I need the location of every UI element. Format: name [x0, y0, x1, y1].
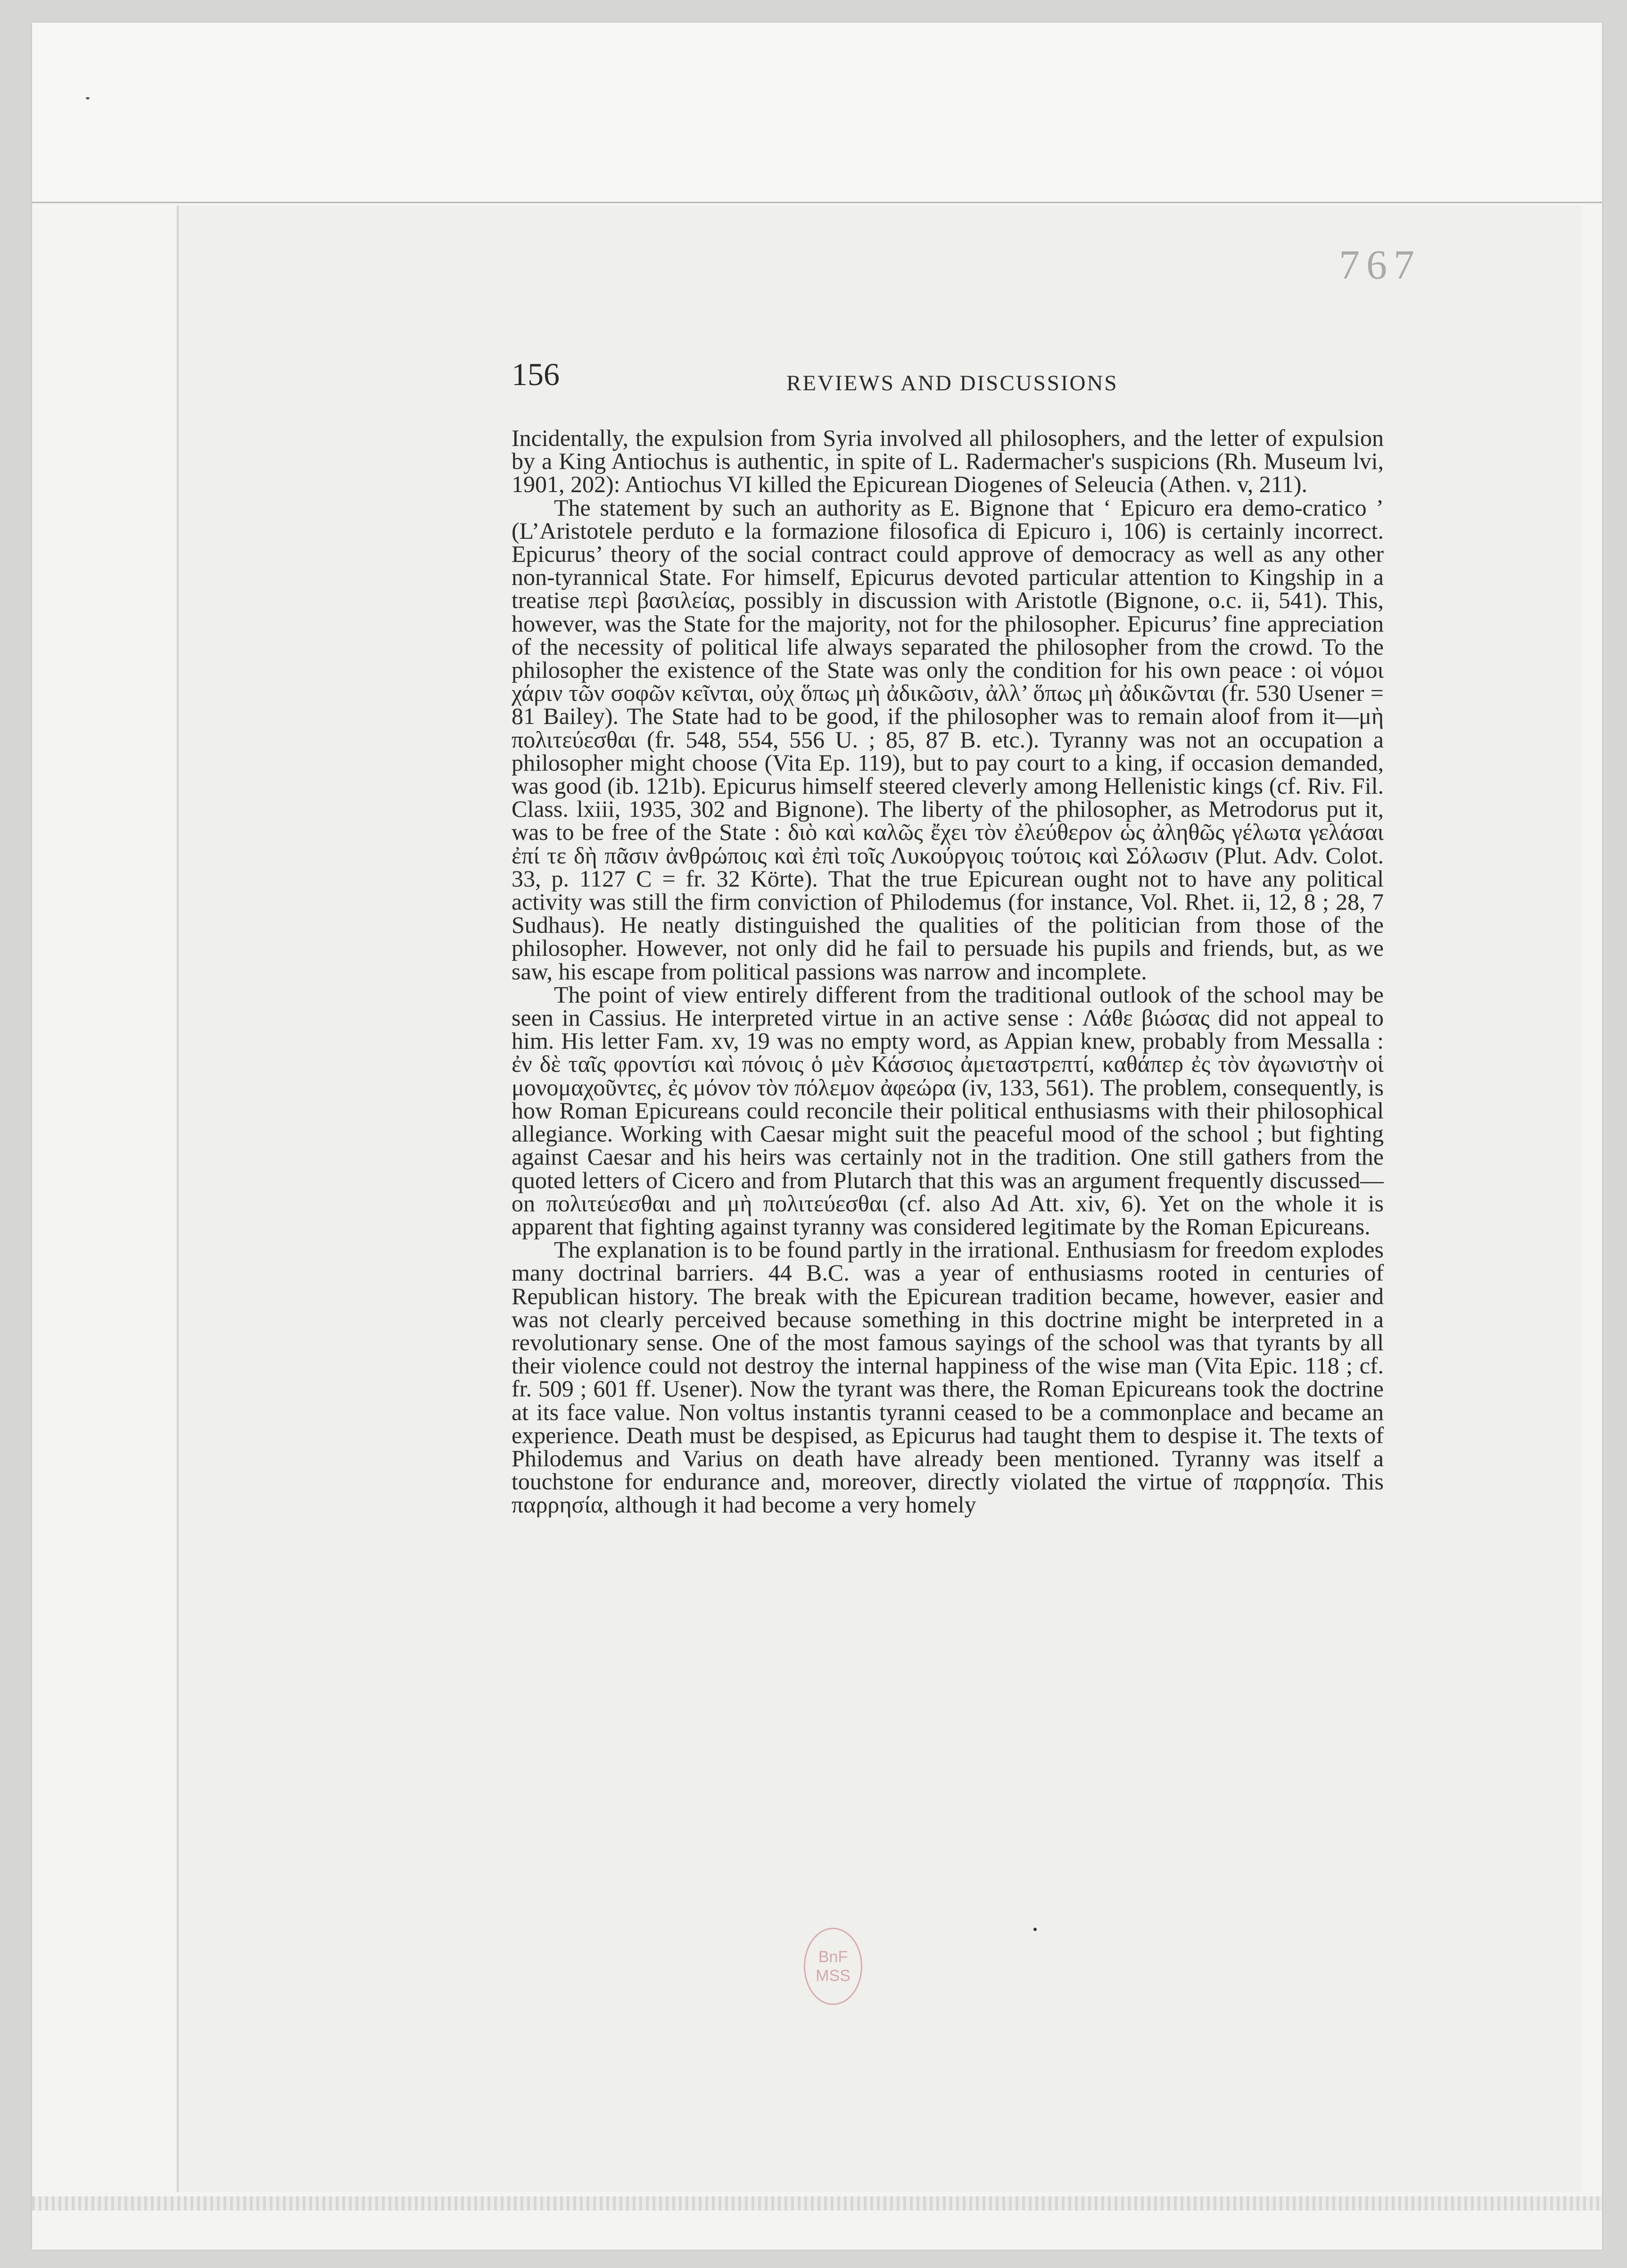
paragraph: Incidentally, the expulsion from Syria involved all philosophers, and the letter of expulsion by a King Antiochus is authentic, in spite of L. Radermacher's suspicions (Rh. Museum lvi, 1901, 202): Antiochus VI killed the Epicurean Diogenes of Seleucia (Athen. v, 211).: [512, 425, 1384, 498]
ink-dot: [1033, 1928, 1037, 1931]
paragraph: The point of view entirely different from the traditional outlook of the school may be seen in Cassius. He interpreted virtue in an active sense : Λάθε βιώσας did not appeal to him. His letter Fam. xv, 19 was no empty word, as Appian knew, probably from Messalla : ἐν δὲ ταῖς φροντίσι καὶ πόνοις ὁ μὲν Κάσσιος ἀμεταστρεπτί, καθάπερ ἐς τὸν ἀγωνιστὴν οἱ μονομαχοῦντες, ἐς μόνον τὸν πόλεμον ἀφεώρα (iv, 133, 561). The problem, consequently, is how Roman Epicureans could reconcile their political enthusiasms with their philosophical allegiance. Working with Caesar might suit the peaceful mood of the school ; but fighting against Caesar and his heirs was certainly not in the tradition. One still gathers from the quoted letters of Cicero and from Plutarch that this was an argument frequently discussed—on πολιτεύεσθαι and μὴ πολιτεύεσθαι (cf. also Ad Att. xiv, 6). Yet on the whole it is apparent that fighting against tyranny was considered legitimate by the Roman Epicureans.: [512, 981, 1384, 1240]
running-head: REVIEWS AND DISCUSSIONS: [786, 371, 1118, 395]
page-edge-shadow: [177, 205, 179, 2192]
folio-stamp: 767: [1339, 242, 1421, 288]
library-stamp-line2: MSS: [816, 1967, 851, 1985]
paragraph: The statement by such an authority as E. Bignone that ‘ Epicuro era demo-cratico ’ (L’Aristotele perduto e la formazione filosofica di Epicuro i, 106) is certainly incorrect. Epicurus’ theory of the social contract could approve of democracy as well as any other non-tyrannical State. For himself, Epicurus devoted particular attention to Kingship in a treatise περὶ βασιλείας, possibly in discussion with Aristotle (Bignone, o.c. ii, 541). This, however, was the State for the majority, not for the philosopher. Epicurus’ fine appreciation of the necessity of political life always separated the philosopher from the crowd. To the philosopher the existence of the State was only the condition for his own peace : οἱ νόμοι χάριν τῶν σοφῶν κεῖνται, οὐχ ὅπως μὴ ἀδικῶσιν, ἀλλ’ ὅπως μὴ ἀδικῶνται (fr. 530 Usener = 81 Bailey). The State had to be good, if the philosopher was to remain aloof from it—μὴ πολιτεύεσθαι (fr. 548, 554, 556 U. ; 85, 87 B. etc.). Tyranny was not an occupation a philosopher might choose (Vita Ep. 119), but to pay court to a king, if occasion demanded, was good (ib. 121b). Epicurus himself steered cleverly among Hellenistic kings (cf. Riv. Fil. Class. lxiii, 1935, 302 and Bignone). The liberty of the philosopher, as Metrodorus put it, was to be free of the State : διὸ καὶ καλῶς ἔχει τὸν ἐλεύθερον ὡς ἀληθῶς γέλωτα γελάσαι ἐπί τε δὴ πᾶσιν ἀνθρώποις καὶ ἐπὶ τοῖς Λυκούργοις τούτοις καὶ Σόλωσιν (Plut. Adv. Colot. 33, p. 1127 C = fr. 32 Körte). That the true Epicurean ought not to have any political activity was still the firm conviction of Philodemus (for instance, Vol. Rhet. ii, 12, 8 ; 28, 7 Sudhaus). He neatly distinguished the qualities of the politician from those of the philosopher. However, not only did he fail to persuade his pupils and friends, but, as we saw, his escape from political passions was narrow and incomplete.: [512, 494, 1384, 985]
page-number: 156: [512, 356, 560, 392]
library-stamp: [804, 1928, 862, 2005]
paragraph: The explanation is to be found partly in the irrational. Enthusiasm for freedom explodes many doctrinal barriers. 44 B.C. was a year of enthusiasms rooted in centuries of Republican history. The break with the Epicurean tradition became, however, easier and was not clearly perceived because something in this doctrine might be interpreted in a revolutionary sense. One of the most famous sayings of the school was that tyrants by all their violence could not destroy the internal happiness of the wise man (Vita Epic. 118 ; cf. fr. 509 ; 601 ff. Usener). Now the tyrant was there, the Roman Epicureans took the doctrine at its face value. Non voltus instantis tyranni ceased to be a commonplace and became an experience. Death must be despised, as Epicurus had taught them to despise it. The texts of Philodemus and Varius on death have already been mentioned. Tyranny was itself a touchstone for endurance and, moreover, directly violated the virtue of παρρησία. This παρρησία, although it had become a very homely: [512, 1236, 1384, 1518]
scan-top-margin: [32, 23, 1602, 203]
dust-speck: [86, 97, 90, 99]
scan-bottom-edge: [32, 2196, 1602, 2210]
library-stamp-line1: BnF: [818, 1948, 848, 1966]
body-text: [512, 427, 1384, 1517]
